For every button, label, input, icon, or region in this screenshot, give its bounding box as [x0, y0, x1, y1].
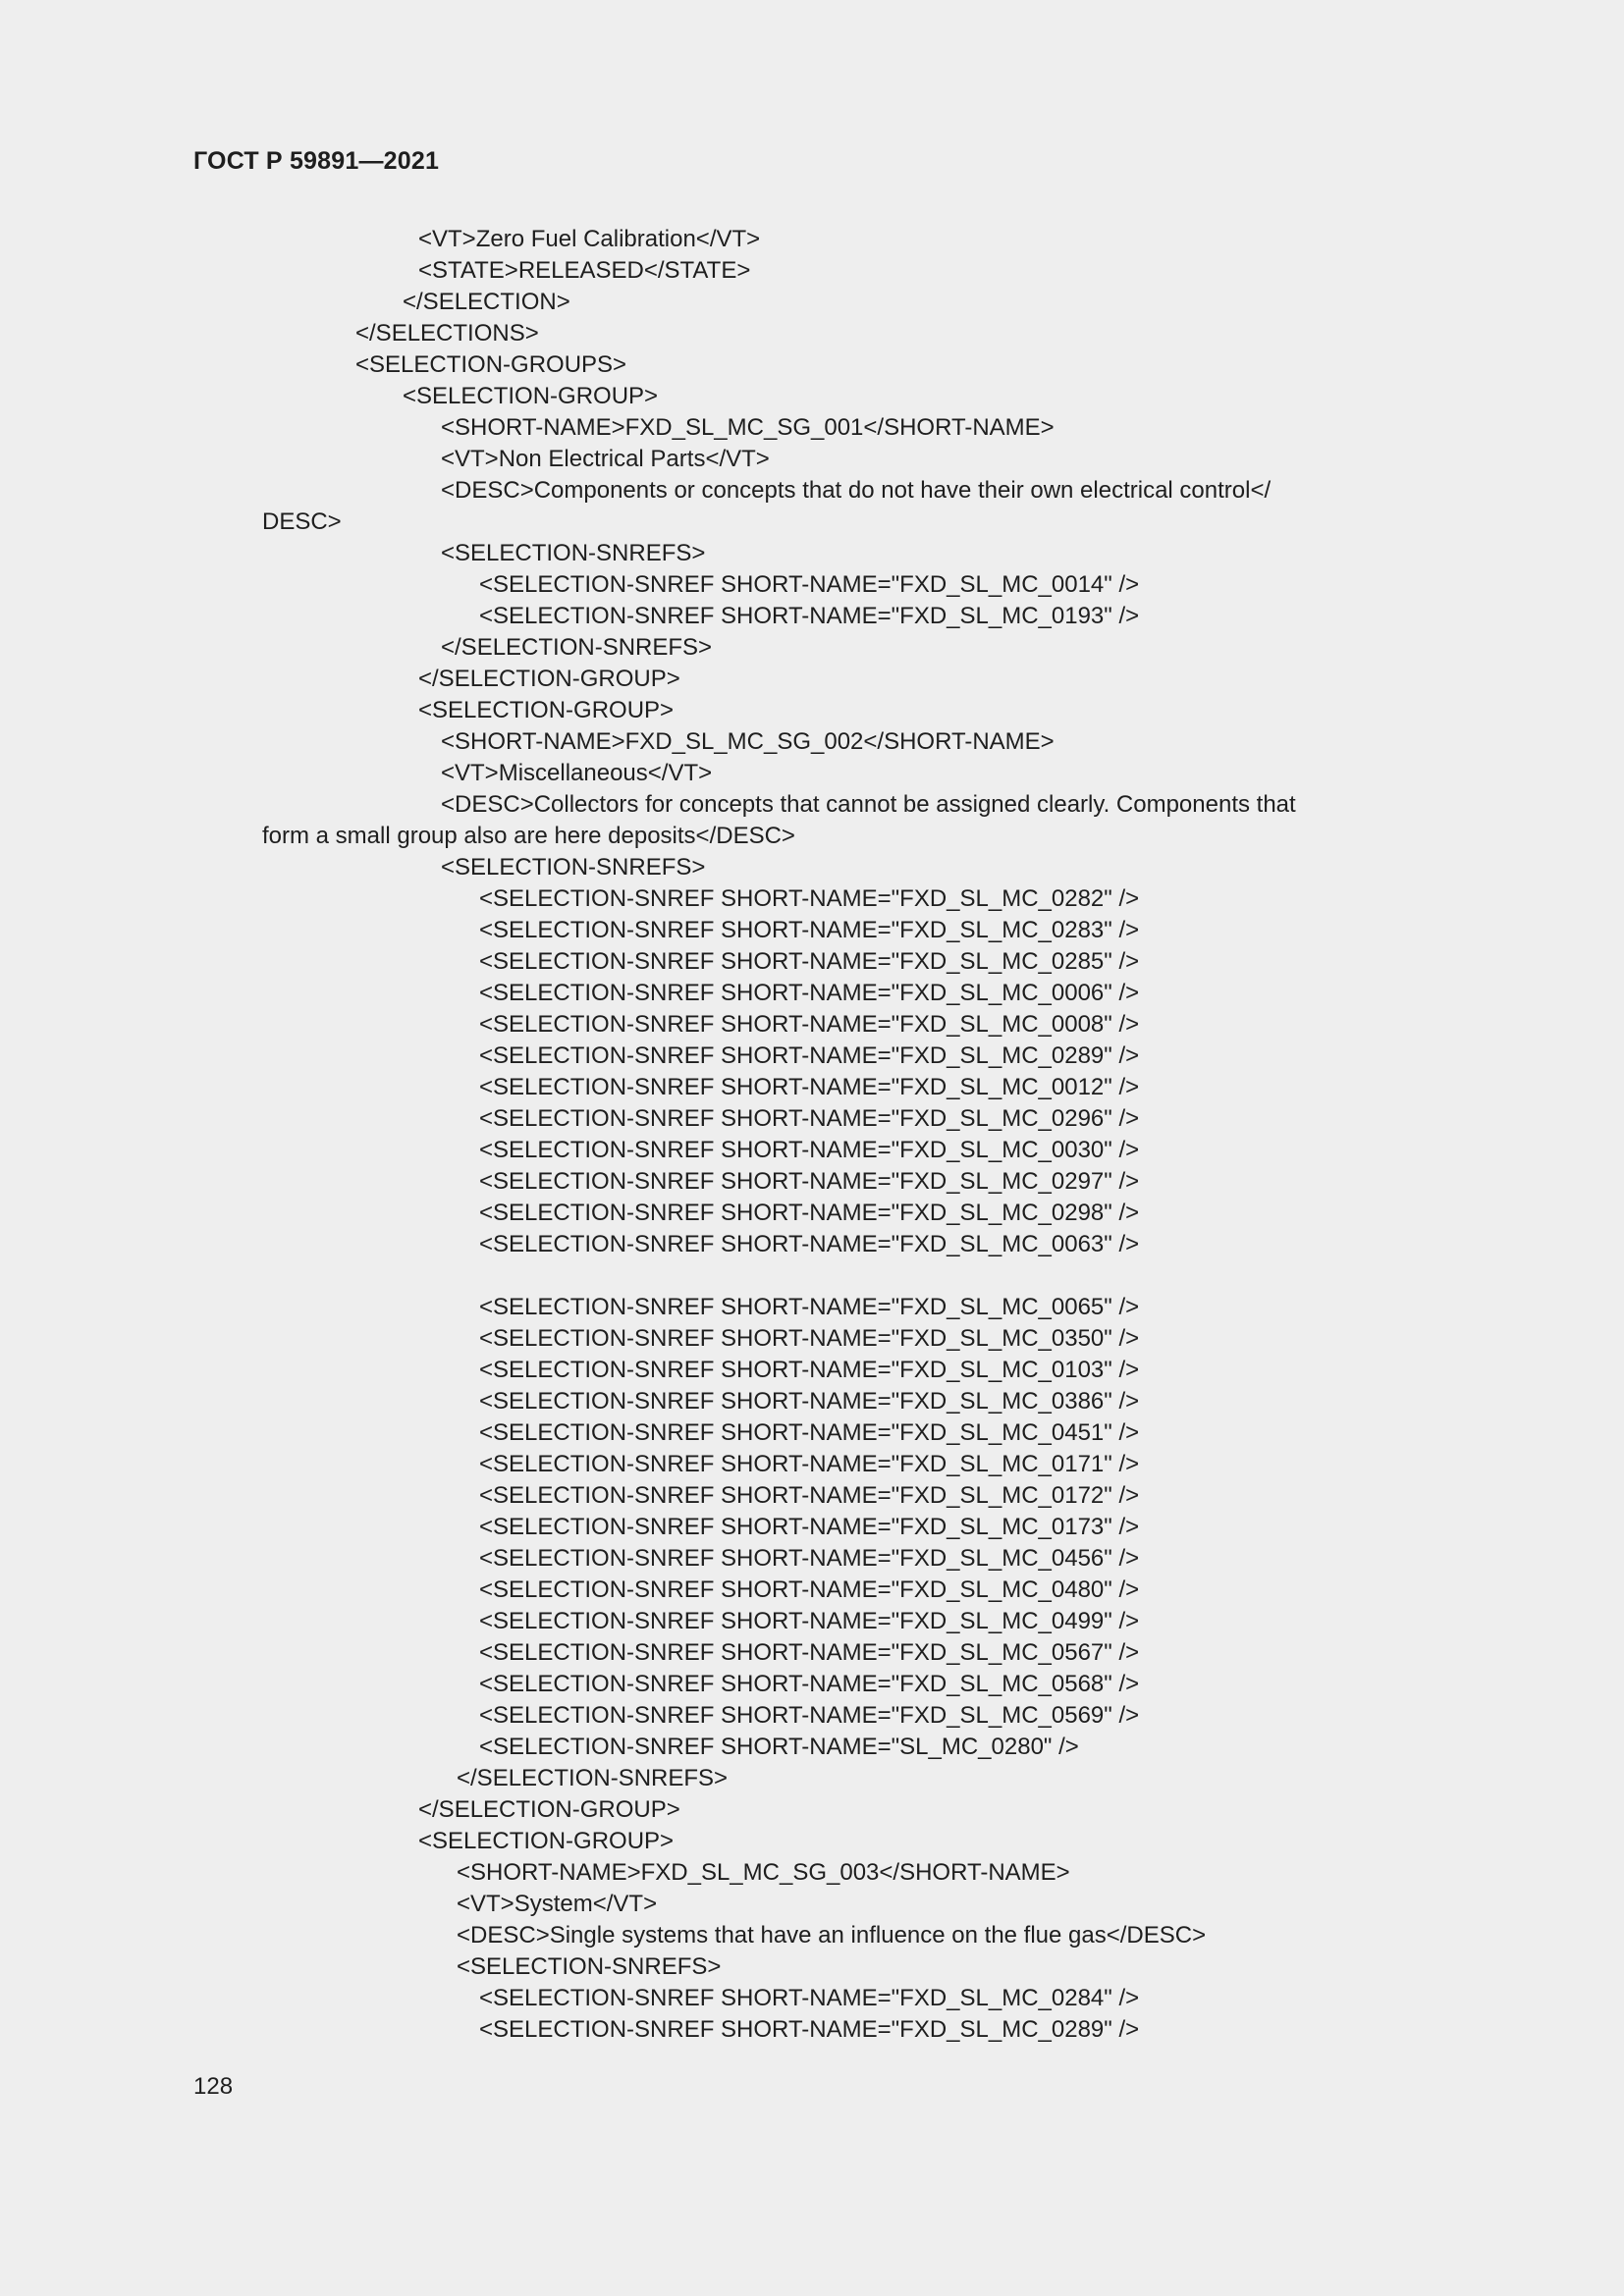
code-line: <DESC>Single systems that have an influence on the flue gas</DESC> — [457, 1922, 1207, 1949]
code-line: <SELECTION-SNREF SHORT-NAME="FXD_SL_MC_0065" /> — [479, 1294, 1140, 1320]
code-line: <VT>Miscellaneous</VT> — [441, 760, 713, 786]
code-line: <SELECTION-SNREF SHORT-NAME="FXD_SL_MC_0297" /> — [479, 1168, 1140, 1195]
code-line: <SELECTION-SNREF SHORT-NAME="FXD_SL_MC_0006" /> — [479, 980, 1140, 1006]
code-line: <SELECTION-SNREF SHORT-NAME="FXD_SL_MC_0284" /> — [479, 1985, 1140, 2011]
code-line: <SELECTION-SNREFS> — [457, 1953, 722, 1980]
code-line: </SELECTION-GROUP> — [418, 1796, 680, 1823]
code-line: <SELECTION-SNREF SHORT-NAME="FXD_SL_MC_0030" /> — [479, 1137, 1140, 1163]
code-line: </SELECTIONS> — [355, 320, 539, 347]
code-line: <SELECTION-SNREF SHORT-NAME="FXD_SL_MC_0480" /> — [479, 1576, 1140, 1603]
code-line: <SHORT-NAME>FXD_SL_MC_SG_001</SHORT-NAME> — [441, 414, 1055, 441]
code-line: <SELECTION-SNREF SHORT-NAME="FXD_SL_MC_0008" /> — [479, 1011, 1140, 1038]
code-line: <SELECTION-SNREF SHORT-NAME="FXD_SL_MC_0285" /> — [479, 948, 1140, 975]
code-line: <SELECTION-GROUP> — [418, 1828, 675, 1854]
code-line: <SELECTION-SNREF SHORT-NAME="FXD_SL_MC_0289" /> — [479, 2016, 1140, 2043]
code-line: <SHORT-NAME>FXD_SL_MC_SG_003</SHORT-NAME> — [457, 1859, 1070, 1886]
document-header: ГОСТ Р 59891—2021 — [193, 147, 440, 175]
code-line: <SELECTION-SNREFS> — [441, 540, 706, 566]
code-line: <SELECTION-SNREF SHORT-NAME="FXD_SL_MC_0456" /> — [479, 1545, 1140, 1572]
code-line: <SELECTION-SNREF SHORT-NAME="SL_MC_0280" /> — [479, 1734, 1079, 1760]
code-line: <VT>System</VT> — [457, 1891, 658, 1917]
code-line: <SELECTION-SNREF SHORT-NAME="FXD_SL_MC_0568" /> — [479, 1671, 1140, 1697]
code-line: <SELECTION-SNREF SHORT-NAME="FXD_SL_MC_0193" /> — [479, 603, 1140, 629]
code-line: <VT>Zero Fuel Calibration</VT> — [418, 226, 761, 252]
xml-code-block — [0, 224, 1624, 2046]
code-line: <DESC>Collectors for concepts that cannot be assigned clearly. Components that — [441, 791, 1296, 818]
code-line: <SHORT-NAME>FXD_SL_MC_SG_002</SHORT-NAME> — [441, 728, 1055, 755]
code-line: <SELECTION-SNREF SHORT-NAME="FXD_SL_MC_0172" /> — [479, 1482, 1140, 1509]
page-number: 128 — [193, 2073, 234, 2100]
code-line: <SELECTION-SNREF SHORT-NAME="FXD_SL_MC_0386" /> — [479, 1388, 1140, 1415]
code-line: <SELECTION-SNREFS> — [441, 854, 706, 881]
code-line: </SELECTION> — [403, 289, 570, 315]
code-line: <SELECTION-SNREF SHORT-NAME="FXD_SL_MC_0171" /> — [479, 1451, 1140, 1477]
code-line: <SELECTION-SNREF SHORT-NAME="FXD_SL_MC_0173" /> — [479, 1514, 1140, 1540]
code-line: <SELECTION-SNREF SHORT-NAME="FXD_SL_MC_0282" /> — [479, 885, 1140, 912]
code-line: <VT>Non Electrical Parts</VT> — [441, 446, 770, 472]
code-line: DESC> — [262, 508, 342, 535]
code-line — [0, 1260, 1624, 1292]
code-line: <SELECTION-SNREF SHORT-NAME="FXD_SL_MC_0283" /> — [479, 917, 1140, 943]
code-line: <STATE>RELEASED</STATE> — [418, 257, 751, 284]
code-line: </SELECTION-SNREFS> — [457, 1765, 729, 1791]
code-line: <SELECTION-SNREF SHORT-NAME="FXD_SL_MC_0350" /> — [479, 1325, 1140, 1352]
code-line: <SELECTION-SNREF SHORT-NAME="FXD_SL_MC_0014" /> — [479, 571, 1140, 598]
code-line: <SELECTION-SNREF SHORT-NAME="FXD_SL_MC_0103" /> — [479, 1357, 1140, 1383]
code-line: <SELECTION-GROUP> — [418, 697, 675, 723]
code-line: <SELECTION-GROUPS> — [355, 351, 627, 378]
code-line: </SELECTION-GROUP> — [418, 666, 680, 692]
code-line: <SELECTION-SNREF SHORT-NAME="FXD_SL_MC_0012" /> — [479, 1074, 1140, 1100]
code-line: </SELECTION-SNREFS> — [441, 634, 713, 661]
code-line: <SELECTION-SNREF SHORT-NAME="FXD_SL_MC_0567" /> — [479, 1639, 1140, 1666]
code-line: <SELECTION-SNREF SHORT-NAME="FXD_SL_MC_0298" /> — [479, 1200, 1140, 1226]
code-line: <SELECTION-SNREF SHORT-NAME="FXD_SL_MC_0451" /> — [479, 1419, 1140, 1446]
code-line: <SELECTION-SNREF SHORT-NAME="FXD_SL_MC_0569" /> — [479, 1702, 1140, 1729]
code-line: <SELECTION-SNREF SHORT-NAME="FXD_SL_MC_0063" /> — [479, 1231, 1140, 1257]
code-line: <SELECTION-SNREF SHORT-NAME="FXD_SL_MC_0289" /> — [479, 1042, 1140, 1069]
code-line: <SELECTION-SNREF SHORT-NAME="FXD_SL_MC_0499" /> — [479, 1608, 1140, 1634]
code-line: <SELECTION-GROUP> — [403, 383, 659, 409]
code-line: <DESC>Components or concepts that do not have their own electrical control</ — [441, 477, 1272, 504]
code-line: <SELECTION-SNREF SHORT-NAME="FXD_SL_MC_0296" /> — [479, 1105, 1140, 1132]
code-line: form a small group also are here deposits</DESC> — [262, 823, 795, 849]
